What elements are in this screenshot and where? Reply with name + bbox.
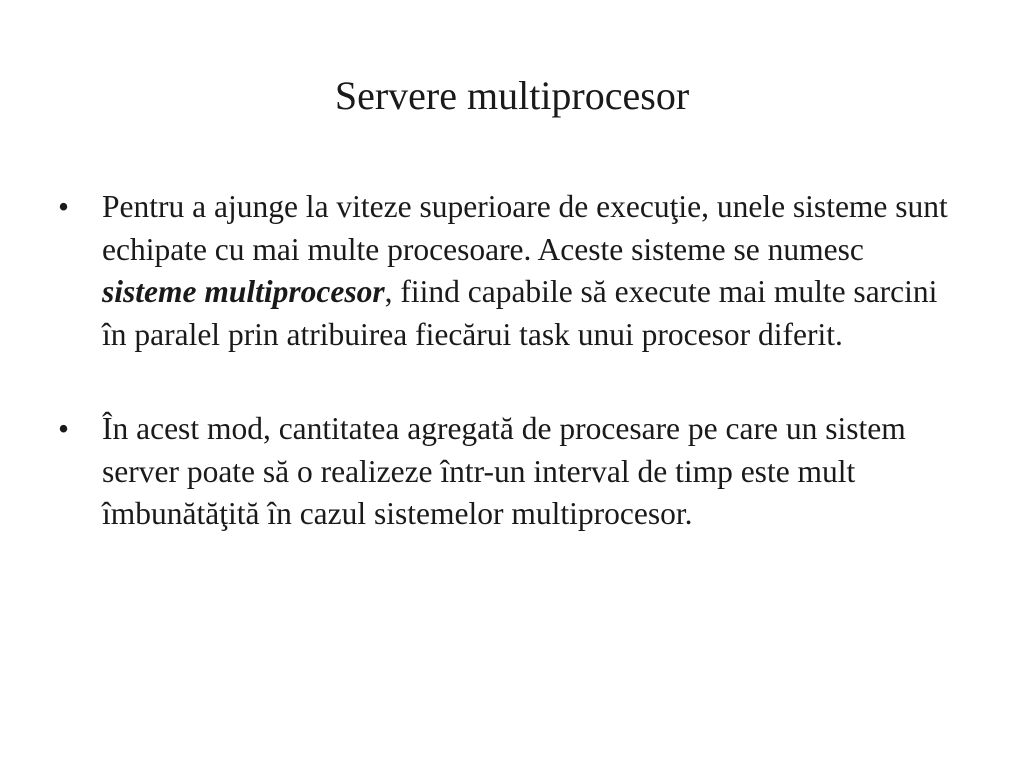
bullet-2-text: În acest mod, cantitatea agregată de procesare pe care un sistem server poate să o realizeze într-un interval de timp este mult îmbunătăţită în cazul sistemelor multiprocesor. bbox=[102, 411, 906, 531]
bullet-1-text-before: Pentru a ajunge la viteze superioare de execuţie, unele sisteme sunt echipate cu mai multe procesoare. Aceste sisteme se numesc bbox=[102, 189, 948, 267]
bullet-list bbox=[58, 186, 958, 588]
bullet-1-emphasis: sisteme multiprocesor bbox=[102, 274, 385, 309]
slide-title: Servere multiprocesor bbox=[334, 73, 690, 118]
bullet-item-2 bbox=[58, 408, 958, 536]
bullet-1-text-after: , fiind capabile să execute mai multe sarcini în paralel prin atribuirea fiecărui task unui procesor diferit. bbox=[102, 274, 938, 352]
bullet-icon: • bbox=[58, 411, 70, 446]
bullet-icon: • bbox=[58, 189, 70, 224]
bullet-item-1 bbox=[58, 186, 958, 356]
